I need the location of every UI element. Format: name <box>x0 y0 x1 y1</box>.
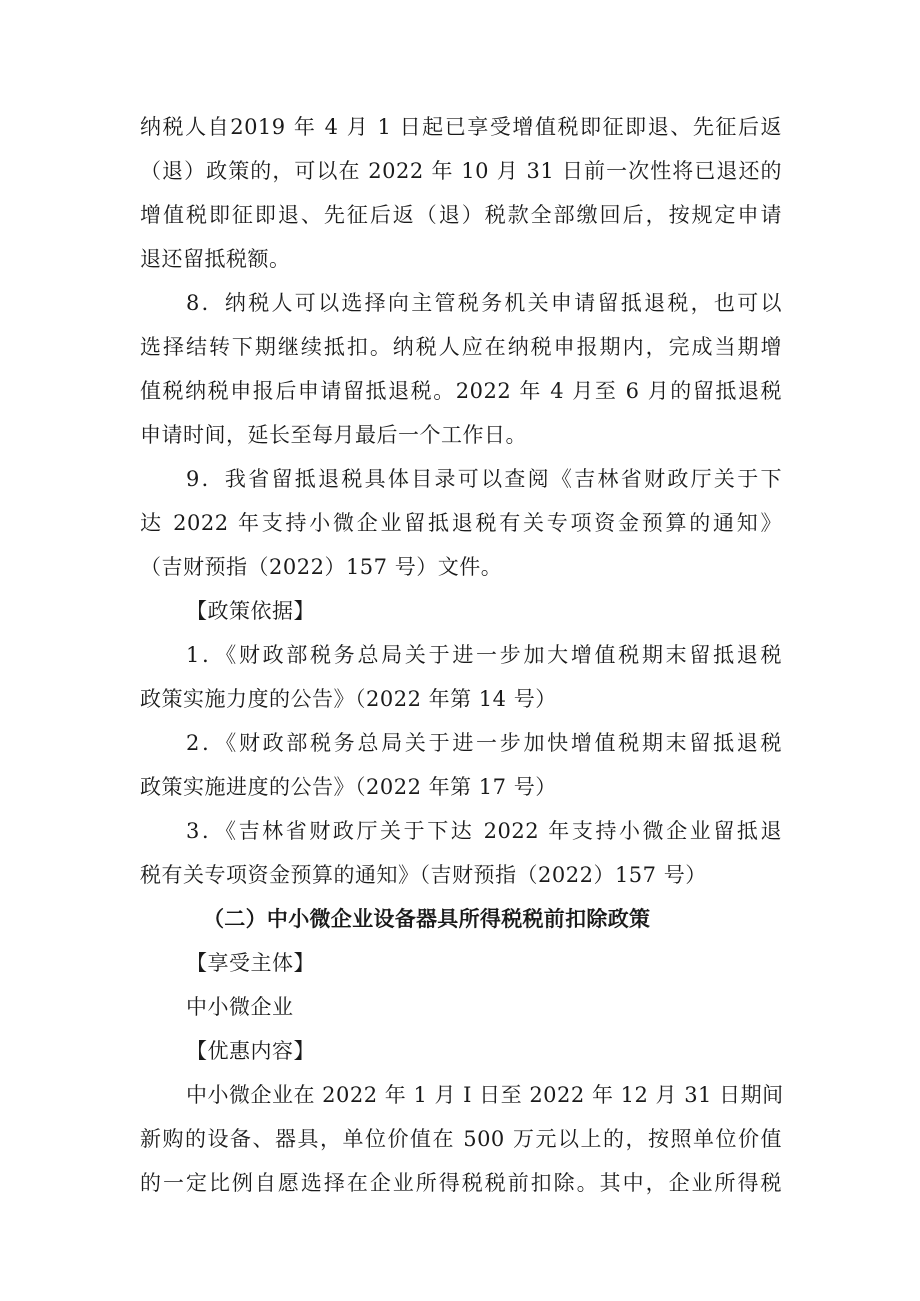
content-line: 新购的设备、器具，单位价值在 500 万元以上的，按照单位价值 <box>140 1127 782 1151</box>
item-9-line: 9．我省留抵退税具体目录可以查阅《吉林省财政厅关于下 <box>186 467 782 491</box>
item-8-line: 选择结转下期继续抵扣。纳税人应在纳税申报期内，完成当期增 <box>140 335 782 359</box>
policy-basis-label: 【政策依据】 <box>186 599 315 623</box>
paragraph-line: （退）政策的，可以在 2022 年 10 月 31 日前一次性将已退还的 <box>140 159 782 183</box>
item-8-line: 8．纳税人可以选择向主管税务机关申请留抵退税，也可以 <box>186 291 782 315</box>
content-label: 【优惠内容】 <box>186 1039 315 1063</box>
item-9-line: （吉财预指（2022）157 号）文件。 <box>140 555 503 579</box>
policy-basis-item-line: 3．《吉林省财政厅关于下达 2022 年支持小微企业留抵退 <box>186 819 782 843</box>
content-line: 中小微企业在 2022 年 1 月 I 日至 2022 年 12 月 31 日期间 <box>186 1083 784 1107</box>
subject-value: 中小微企业 <box>186 995 294 1019</box>
policy-basis-item-line: 政策实施进度的公告》（2022 年第 17 号） <box>140 775 557 799</box>
paragraph-line: 增值税即征即退、先征后返（退）税款全部缴回后，按规定申请 <box>140 203 782 227</box>
paragraph-line: 纳税人自2019 年 4 月 1 日起已享受增值税即征即退、先征后返 <box>140 115 782 139</box>
item-8-line: 申请时间，延长至每月最后一个工作日。 <box>140 423 527 447</box>
subject-label: 【享受主体】 <box>186 951 315 975</box>
item-8-line: 值税纳税申报后申请留抵退税。2022 年 4 月至 6 月的留抵退税 <box>140 379 782 403</box>
policy-basis-item-line: 税有关专项资金预算的通知》（吉财预指（2022）157 号） <box>140 863 707 887</box>
policy-basis-item-line: 1．《财政部税务总局关于进一步加大增值税期末留抵退税 <box>186 643 782 667</box>
policy-basis-item-line: 2．《财政部税务总局关于进一步加快增值税期末留抵退税 <box>186 731 782 755</box>
section-heading: （二）中小微企业设备器具所得税税前扣除政策 <box>203 907 651 931</box>
item-9-line: 达 2022 年支持小微企业留抵退税有关专项资金预算的通知》 <box>140 511 782 535</box>
policy-basis-item-line: 政策实施力度的公告》（2022 年第 14 号） <box>140 687 557 711</box>
paragraph-line: 退还留抵税额。 <box>140 247 291 271</box>
content-line: 的一定比例自愿选择在企业所得税税前扣除。其中，企业所得税 <box>140 1171 782 1195</box>
